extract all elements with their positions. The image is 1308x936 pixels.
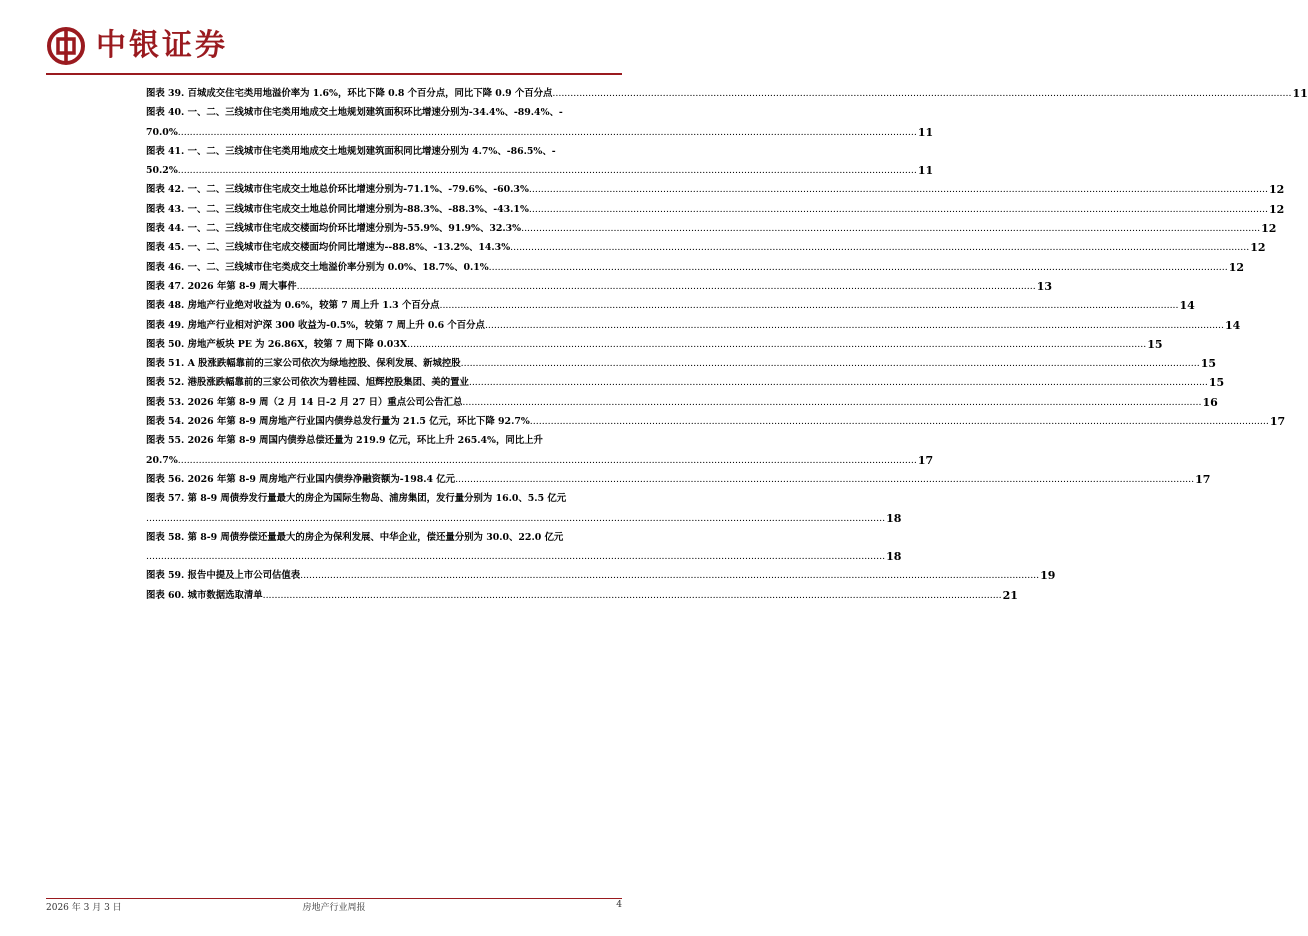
toc-entry-title: 图表 44. 一、二、三线城市住宅成交楼面均价环比增速分别为-55.9%、91.9%、32.3% <box>146 223 522 235</box>
toc-entry[interactable] <box>146 296 1195 315</box>
toc-leader-dots <box>530 412 1269 431</box>
toc-entry[interactable] <box>146 431 934 470</box>
toc-entry-page: 17 <box>1269 415 1286 429</box>
toc-entry-page: 14 <box>1225 318 1241 332</box>
toc-entry-page: 12 <box>1268 202 1285 216</box>
toc-entry[interactable] <box>146 277 1053 296</box>
toc-leader-dots <box>439 296 1178 315</box>
toc-entry-page: 12 <box>1228 260 1245 274</box>
toc-leader-dots <box>529 200 1268 219</box>
toc-entry-title: 图表 40. 一、二、三线城市住宅类用地成交土地规划建筑面积环比增速分别为-34.4%、-89.4%、- <box>146 107 563 119</box>
footer-title: 房地产行业周报 <box>302 903 366 913</box>
toc-entry-page: 11 <box>1292 87 1308 100</box>
toc-leader-dots <box>178 451 917 470</box>
toc-entry-title: 图表 47. 2026 年第 8-9 周大事件 <box>146 280 297 292</box>
toc-entry-title: 图表 46. 一、二、三线城市住宅类成交土地溢价率分别为 0.0%、18.7%、0.1% <box>146 261 489 273</box>
toc-entry-title: 图表 41. 一、二、三线城市住宅类用地成交土地规划建筑面积同比增速分别为 4.7%、-86.5%、- <box>146 145 556 157</box>
toc-entry-page: 11 <box>917 164 934 178</box>
toc-leader-dots <box>461 354 1200 373</box>
toc-entry[interactable] <box>146 354 1217 373</box>
toc-entry-page: 15 <box>1200 357 1217 371</box>
toc-entry-page: 17 <box>917 453 934 467</box>
bank-of-china-logo-icon <box>46 26 86 66</box>
toc-entry-page: 19 <box>1040 569 1056 583</box>
page-number: 4 <box>616 900 622 910</box>
toc-entry-page: 14 <box>1179 299 1195 313</box>
toc-entry-title-cont: 70.0% <box>146 126 178 138</box>
toc-leader-dots <box>178 123 917 142</box>
header-divider <box>46 73 622 75</box>
table-of-contents <box>146 84 1308 605</box>
toc-entry-page: 12 <box>1250 241 1266 255</box>
toc-leader-dots <box>552 84 1291 103</box>
toc-entry-page: 15 <box>1208 376 1225 390</box>
toc-entry[interactable] <box>146 470 1211 489</box>
toc-entry[interactable] <box>146 412 1286 431</box>
toc-entry-title: 图表 42. 一、二、三线城市住宅成交土地总价环比增速分别为-71.1%、-79.6%、-60.3% <box>146 184 529 196</box>
toc-entry[interactable] <box>146 528 902 567</box>
toc-entry-title: 图表 56. 2026 年第 8-9 周房地产行业国内债券净融资额为-198.4 亿元 <box>146 473 456 485</box>
toc-entry[interactable] <box>146 393 1218 412</box>
toc-entry[interactable] <box>146 103 934 142</box>
toc-entry[interactable] <box>146 180 1285 199</box>
toc-entry[interactable] <box>146 258 1245 277</box>
toc-leader-dots <box>146 547 885 566</box>
toc-entry[interactable] <box>146 219 1277 238</box>
toc-leader-dots <box>300 566 1039 585</box>
toc-entry-title: 图表 52. 港股涨跌幅靠前的三家公司依次为碧桂园、旭辉控股集团、美的置业 <box>146 377 469 389</box>
toc-entry[interactable] <box>146 566 1056 585</box>
toc-entry-title-cont: 50.2% <box>146 165 178 177</box>
brand-name: 中银证券 <box>96 28 228 63</box>
toc-entry-page: 15 <box>1147 337 1163 351</box>
toc-entry-title: 图表 48. 房地产行业绝对收益为 0.6%，较第 7 周上升 1.3 个百分点 <box>146 300 440 312</box>
toc-entry-page: 16 <box>1202 395 1218 409</box>
toc-entry-title: 图表 39. 百城成交住宅类用地溢价率为 1.6%，环比下降 0.8 个百分点，同比下降 0.9 个百分点 <box>146 88 553 99</box>
toc-leader-dots <box>407 335 1146 354</box>
toc-entry-page: 18 <box>886 511 902 525</box>
toc-entry[interactable] <box>146 586 1018 605</box>
toc-entry-title: 图表 53. 2026 年第 8-9 周（2 月 14 日-2 月 27 日）重点公司公告汇总 <box>146 396 463 408</box>
toc-entry[interactable] <box>146 373 1225 392</box>
toc-entry-title: 图表 45. 一、二、三线城市住宅成交楼面均价同比增速为--88.8%、-13.2%、14.3% <box>146 242 511 254</box>
toc-leader-dots <box>462 393 1201 412</box>
footer-date: 2026 年 3 月 3 日 <box>46 903 122 913</box>
toc-entry-page: 12 <box>1268 183 1285 197</box>
toc-entry[interactable] <box>146 335 1163 354</box>
page-header <box>46 22 228 70</box>
toc-leader-dots <box>178 161 917 180</box>
toc-leader-dots <box>529 180 1268 199</box>
toc-entry-title: 图表 58. 第 8-9 周债券偿还量最大的房企为保利发展、中华企业，偿还量分别为 30.0、22.0 亿元 <box>146 531 564 543</box>
toc-entry-title: 图表 59. 报告中提及上市公司估值表 <box>146 570 301 582</box>
toc-entry-title: 图表 57. 第 8-9 周债券发行量最大的房企为国际生物岛、浦房集团，发行量分别为 16.0、5.5 亿元 <box>146 493 567 505</box>
toc-entry-title: 图表 55. 2026 年第 8-9 周国内债券总偿还量为 219.9 亿元，环比上升 265.4%，同比上升 <box>146 435 543 447</box>
toc-leader-dots <box>455 470 1194 489</box>
toc-leader-dots <box>469 373 1208 392</box>
toc-entry-page: 18 <box>886 550 902 564</box>
toc-entry-title: 图表 49. 房地产行业相对沪深 300 收益为-0.5%，较第 7 周上升 0.6 个百分点 <box>146 319 485 331</box>
toc-entry-title: 图表 51. A 股涨跌幅靠前的三家公司依次为绿地控股、保利发展、新城控股 <box>146 358 461 370</box>
toc-leader-dots <box>489 258 1228 277</box>
toc-entry-title: 图表 54. 2026 年第 8-9 周房地产行业国内债券总发行量为 21.5 亿元，环比下降 92.7% <box>146 416 530 428</box>
toc-entry[interactable] <box>146 142 934 181</box>
toc-leader-dots <box>297 277 1036 296</box>
toc-entry-page: 11 <box>917 125 934 139</box>
toc-entry[interactable] <box>146 489 902 528</box>
toc-entry-page: 12 <box>1261 222 1277 236</box>
toc-entry-title: 图表 60. 城市数据选取清单 <box>146 589 263 601</box>
toc-entry[interactable] <box>146 84 1308 103</box>
toc-entry-title: 图表 50. 房地产板块 PE 为 26.86X，较第 7 周下降 0.03X <box>146 338 408 350</box>
toc-leader-dots <box>485 316 1224 335</box>
footer-divider <box>46 898 622 899</box>
toc-entry[interactable] <box>146 200 1285 219</box>
toc-entry-title: 图表 43. 一、二、三线城市住宅成交土地总价同比增速分别为-88.3%、-88.3%、-43.1% <box>146 203 529 215</box>
toc-entry[interactable] <box>146 316 1241 335</box>
toc-leader-dots <box>510 238 1249 257</box>
toc-leader-dots <box>263 586 1002 605</box>
toc-entry-page: 17 <box>1195 472 1211 486</box>
toc-entry-page: 13 <box>1036 279 1053 293</box>
toc-entry[interactable] <box>146 238 1266 257</box>
toc-leader-dots <box>521 219 1260 238</box>
toc-entry-title-cont: 20.7% <box>146 454 178 466</box>
toc-leader-dots <box>146 509 885 528</box>
toc-entry-page: 21 <box>1002 588 1018 602</box>
